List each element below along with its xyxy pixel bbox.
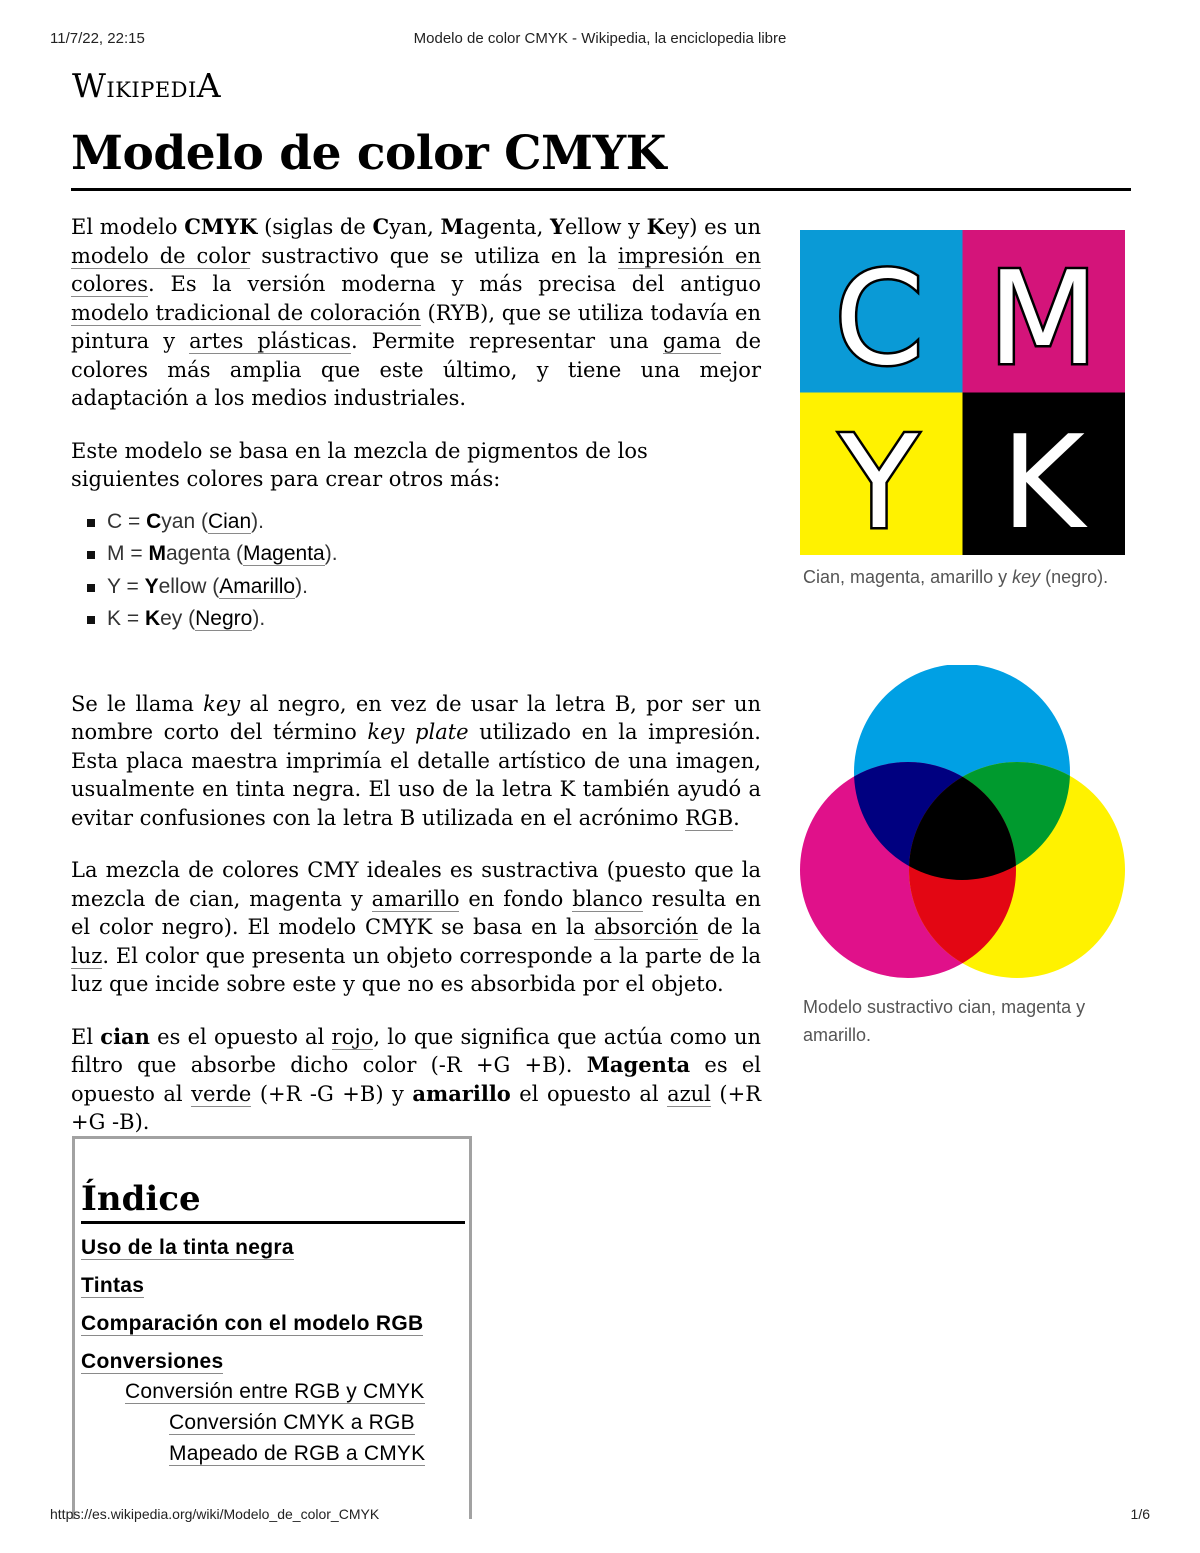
letter-k: K — [1001, 409, 1085, 555]
subtractive-paragraph: La mezcla de colores CMY ideales es sustractiva (puesto que la mezcla de cian, magenta y amarillo en fondo blanco resulta en el color negro). El modelo CMYK se basa en la absorción de la luz. El color que presenta un objeto corresponde a la parte de la luz que incide sobre este y que no es absorbida por el objeto. — [71, 858, 762, 996]
link-magenta[interactable]: Magenta — [243, 542, 325, 565]
list-item: K = Key (Negro). — [85, 603, 761, 636]
article-body — [71, 213, 761, 1161]
toc-item-comparacion-rgb[interactable]: Comparación con el modelo RGB — [81, 1312, 424, 1335]
intro-paragraph: El modelo CMYK (siglas de Cyan, Magenta, Yellow y Key) es un modelo de color sustractivo que se utiliza en la impresión en colores. Es la versión moderna y más precisa del antiguo modelo tradicional de coloración (RYB), que se utiliza todavía en pintura y artes plásticas. Permite representar una gama de colores más amplia que este último, y tiene una mejor adaptación a los medios industriales. — [71, 214, 762, 410]
link-blanco[interactable]: blanco — [572, 886, 643, 911]
letter-y: Y — [839, 409, 919, 555]
toc-item-uso-tinta-negra[interactable]: Uso de la tinta negra — [81, 1236, 294, 1259]
toc-subitem-conversion-rgb-cmyk[interactable]: Conversión entre RGB y CMYK — [125, 1380, 425, 1403]
link-rgb[interactable]: RGB — [685, 805, 734, 830]
link-gama[interactable]: gama — [662, 329, 722, 353]
figure-cmyk-squares — [800, 230, 1125, 591]
link-negro[interactable]: Negro — [195, 607, 253, 630]
bullet-icon — [87, 551, 95, 559]
pigments-paragraph: Este modelo se basa en la mezcla de pigmentos de los siguientes colores para crear otros más: — [71, 438, 648, 491]
link-absorcion[interactable]: absorción — [594, 915, 699, 939]
link-modelo-tradicional[interactable]: modelo tradicional de coloración — [71, 300, 421, 325]
figure-subtractive-model — [800, 665, 1125, 1049]
print-footer — [50, 1506, 1150, 1526]
list-item: C = Cyan (Cian). — [85, 506, 761, 539]
toc-subitem-rgb-a-cmyk[interactable]: Mapeado de RGB a CMYK — [169, 1442, 426, 1465]
print-doc-title: Modelo de color CMYK - Wikipedia, la enciclopedia libre — [413, 30, 787, 47]
toc-title: Índice — [81, 1179, 465, 1224]
page-title: Modelo de color CMYK — [71, 126, 666, 181]
table-of-contents — [72, 1136, 472, 1519]
toc-item-tintas[interactable]: Tintas — [81, 1274, 145, 1297]
opposites-paragraph: El cian es el opuesto al rojo, lo que significa que actúa como un filtro que absorbe dicho color (-R +G +B). Magenta es el opuesto al verde (+R -G +B) y amarillo el opuesto al azul (+R +G -B). — [71, 1023, 762, 1134]
bullet-icon — [87, 519, 95, 527]
link-artes-plasticas[interactable]: artes plásticas — [189, 329, 352, 353]
link-impresion-en-colores[interactable]: impresión en colores — [71, 243, 761, 296]
key-paragraph: Se le llama key al negro, en vez de usar la letra B, por ser un nombre corto del término key plate utilizado en la impresión. Esta placa maestra imprimía el detalle artístico de una imagen, usualmente en tinta negra. El uso de la letra K también ayudó a evitar confusiones con la letra B utilizada en el acrónimo RGB. — [71, 691, 761, 830]
list-item: Y = Yellow (Amarillo). — [85, 571, 761, 604]
subtractive-circles-image[interactable] — [800, 665, 1125, 985]
figure2-caption: Modelo sustractivo cian, magenta y amarillo. — [803, 997, 1086, 1045]
link-azul[interactable]: azul — [667, 1081, 711, 1106]
list-item: M = Magenta (Magenta). — [85, 538, 761, 571]
cmyk-squares-image[interactable] — [800, 230, 1125, 555]
print-page-number: 1/6 — [1130, 1506, 1150, 1522]
link-modelo-de-color[interactable]: modelo de color — [71, 243, 251, 268]
bullet-icon — [87, 616, 95, 624]
letter-c: C — [834, 245, 924, 394]
toc-item-conversiones[interactable]: Conversiones — [81, 1350, 224, 1373]
link-verde[interactable]: verde — [191, 1081, 252, 1106]
print-url: https://es.wikipedia.org/wiki/Modelo_de_color_CMYK — [50, 1506, 380, 1522]
link-rojo[interactable]: rojo — [331, 1024, 374, 1049]
link-cian[interactable]: Cian — [207, 509, 252, 533]
link-luz[interactable]: luz — [71, 943, 103, 968]
cmyk-list — [71, 506, 761, 636]
toc-subitem-cmyk-a-rgb[interactable]: Conversión CMYK a RGB — [169, 1411, 415, 1434]
bullet-icon — [87, 584, 95, 592]
link-amarillo-2[interactable]: amarillo — [371, 886, 460, 911]
letter-m: M — [987, 245, 1099, 394]
title-divider — [71, 188, 1131, 191]
print-header — [50, 30, 1150, 50]
wikipedia-wordmark[interactable]: WikipediA — [72, 66, 222, 105]
link-amarillo[interactable]: Amarillo — [219, 574, 296, 598]
figure1-caption: Cian, magenta, amarillo y key (negro). — [803, 567, 1109, 587]
print-date: 11/7/22, 22:15 — [50, 30, 145, 47]
